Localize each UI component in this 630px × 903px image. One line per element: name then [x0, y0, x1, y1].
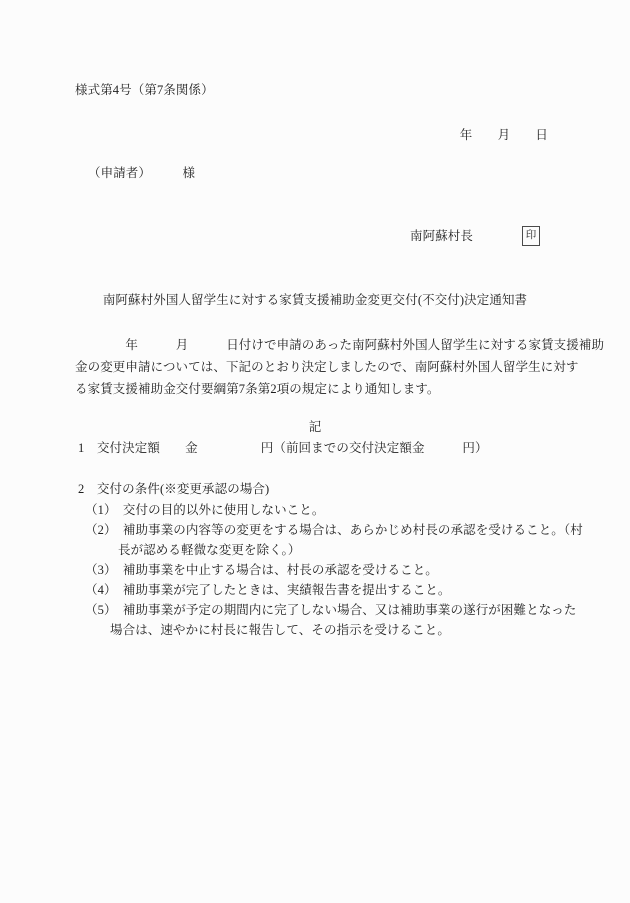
body-paragraph-line: る家賃支援補助金交付要綱第7条第2項の規定により通知します。: [75, 382, 440, 396]
item-grant-conditions-heading: 2 交付の条件(※変更承認の場合): [78, 482, 270, 496]
document-title: 南阿蘇村外国人留学生に対する家賃支援補助金変更交付(不交付)決定通知書: [102, 293, 528, 307]
condition-line: （5） 補助事業が予定の期間内に完了しない場合、又は補助事業の遂行が困難となった: [85, 603, 577, 617]
body-paragraph-line: 年 月 日付けで申請のあった南阿蘇村外国人留学生に対する家賃支援補助: [75, 338, 605, 352]
condition-line: （2） 補助事業の内容等の変更をする場合は、あらかじめ村長の承認を受けること。（村: [85, 523, 583, 537]
applicant-line: （申請者） 様: [88, 166, 196, 180]
condition-line-continuation: 長が認める軽微な変更を除く。）: [118, 543, 301, 557]
condition-line-continuation: 場合は、速やかに村長に報告して、その指示を受けること。: [110, 623, 450, 637]
mayor-title: 南阿蘇村長: [410, 229, 474, 243]
condition-line: （3） 補助事業を中止する場合は、村長の承認を受けること。: [85, 563, 438, 577]
condition-line: （1） 交付の目的以外に使用しないこと。: [85, 503, 325, 517]
seal-label: 印: [525, 229, 537, 241]
seal-placeholder-box: [522, 226, 540, 246]
body-paragraph-line: 金の変更申請については、下記のとおり決定しましたので、南阿蘇村外国人留学生に対す: [75, 360, 579, 374]
item-grant-amount: 1 交付決定額 金 円（前回までの交付決定額金 円）: [78, 441, 488, 455]
form-number: 様式第4号（第7条関係）: [75, 83, 214, 97]
record-heading: 記: [308, 420, 322, 434]
condition-line: （4） 補助事業が完了したときは、実績報告書を提出すること。: [85, 583, 451, 597]
date-line: 年 月 日: [459, 128, 548, 142]
